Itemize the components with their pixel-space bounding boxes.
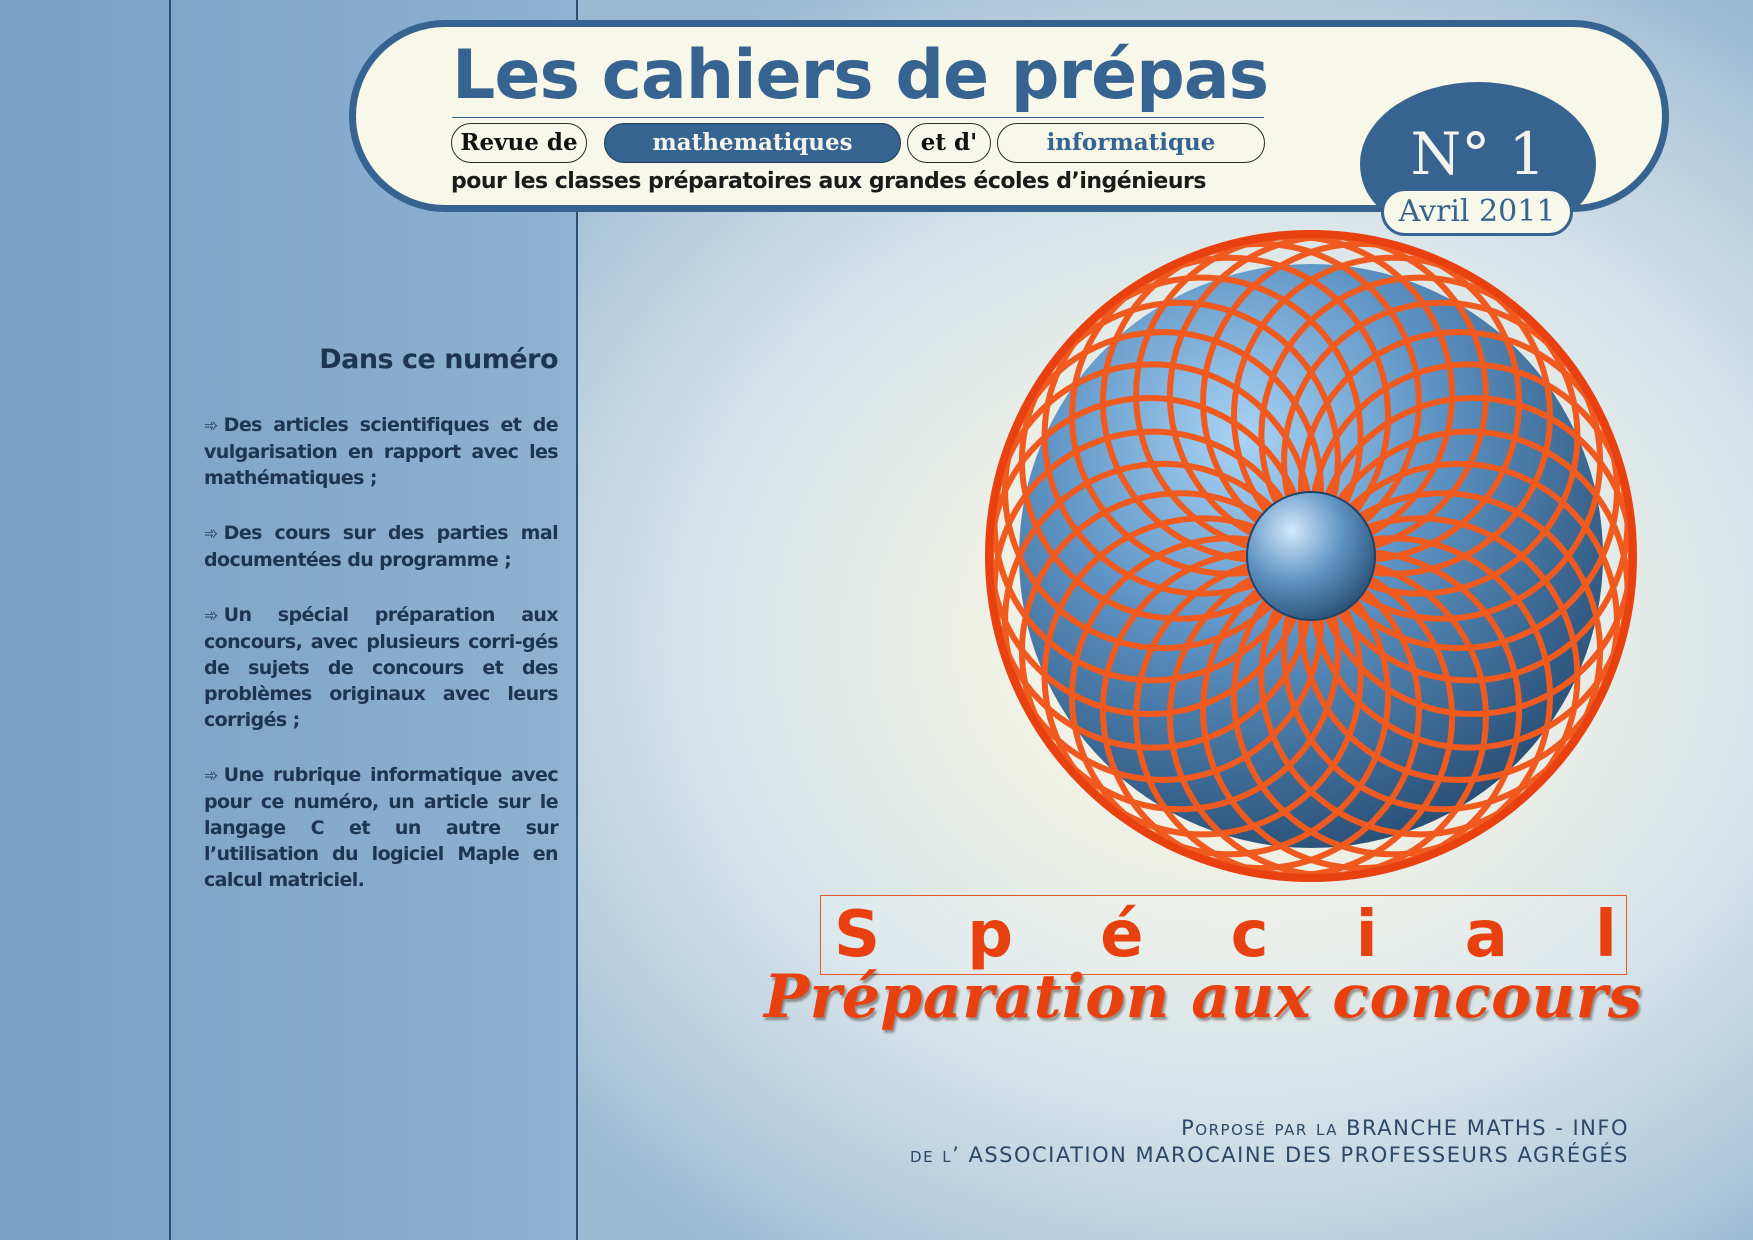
et-d-label: et d' — [907, 123, 991, 163]
revue-de-label: Revue de — [451, 123, 587, 163]
contents-item — [204, 602, 558, 733]
special-letter: i — [1355, 898, 1378, 972]
contents-item-text: Des articles scientifiques et de vulgarisation en rapport avec les mathématiques ; — [204, 414, 558, 489]
spirograph-sphere-illustration — [980, 225, 1642, 887]
title-underline — [452, 117, 1264, 118]
credit-association: de l’ ASSOCIATION MAROCAINE DES PROFESSEURS AGRÉGÉS — [910, 1143, 1629, 1167]
special-letter: c — [1230, 898, 1269, 972]
hand-pointer-icon: ➾ — [204, 766, 218, 786]
magazine-title: Les cahiers de prépas — [452, 36, 1269, 115]
special-letter: S — [834, 898, 881, 972]
contents-heading: Dans ce numéro — [319, 344, 558, 375]
special-letter: p — [967, 898, 1014, 972]
center-sphere — [1247, 492, 1375, 620]
special-letter: l — [1595, 898, 1617, 972]
magazine-subtitle: pour les classes préparatoires aux grandes écoles d’ingénieurs — [451, 169, 1206, 194]
special-letter: a — [1464, 898, 1508, 972]
contents-item-text: Des cours sur des parties mal documentées du programme ; — [204, 522, 558, 571]
credit-branch: Porposé par la BRANCHE MATHS - INFO — [1181, 1116, 1629, 1140]
left-margin-rule — [169, 0, 171, 1240]
contents-item-text: Une rubrique informatique avec pour ce numéro, un article sur le langage C et un autre sur l’utilisation du logiciel Maple en calcul matriciel. — [204, 764, 558, 891]
contents-item — [204, 520, 558, 573]
hand-pointer-icon: ➾ — [204, 524, 218, 544]
contents-item — [204, 412, 558, 491]
issue-number: N° 1 — [1410, 120, 1546, 188]
special-subtitle: Préparation aux concours — [764, 962, 1643, 1032]
subject-math-badge: mathematiques — [604, 123, 901, 163]
hand-pointer-icon: ➾ — [204, 606, 218, 626]
contents-item — [204, 762, 558, 893]
subject-info-badge: informatique — [997, 123, 1265, 163]
hand-pointer-icon: ➾ — [204, 416, 218, 436]
issue-date: Avril 2011 — [1381, 188, 1573, 236]
special-letter: é — [1100, 898, 1144, 972]
contents-item-text: Un spécial préparation aux concours, avec plusieurs corri-gés de sujets de concours et des problèmes originaux avec leurs corrigés ; — [204, 604, 558, 731]
